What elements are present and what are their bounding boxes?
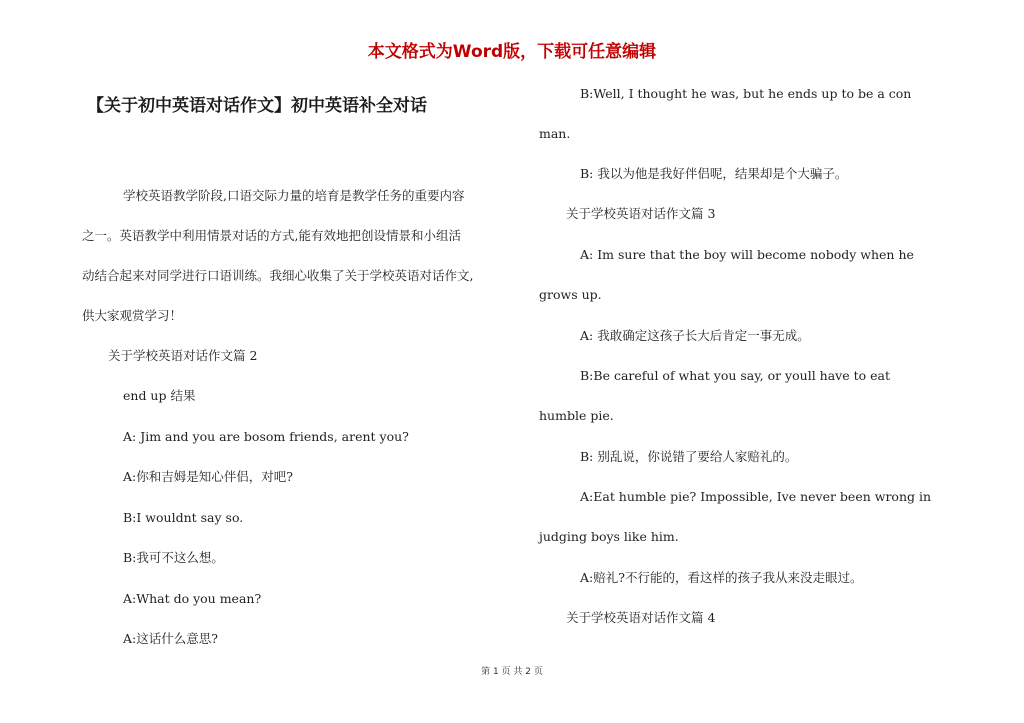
word-format-banner: 本文格式为Word版，下载可任意编辑: [367, 42, 657, 62]
dialogue-line: A:你和吉姆是知心伴侣，对吧?: [123, 469, 293, 484]
dialogue-line: grows up.: [539, 287, 602, 302]
dialogue-line: B:Be careful of what you say, or youll have to eat: [580, 368, 890, 383]
dialogue-line: humble pie.: [539, 408, 614, 423]
dialogue-line: A:赔礼?不行能的，看这样的孩子我从来没走眼过。: [580, 570, 863, 585]
dialogue-line: A: Im sure that the boy will become nobody when he: [580, 247, 914, 262]
section-heading: 关于学校英语对话作文篇 2: [108, 348, 258, 363]
dialogue-line: A:Eat humble pie? Impossible, Ive never been wrong in: [580, 489, 932, 504]
page-number: 第 1 页 共 2 页: [481, 667, 543, 677]
dialogue-line: B:Well, I thought he was, but he ends up to be a con: [580, 86, 912, 101]
section-heading: 关于学校英语对话作文篇 3: [566, 206, 716, 221]
dialogue-line: A: 我敢确定这孩子长大后肯定一事无成。: [580, 328, 810, 343]
dialogue-line: A:这话什么意思?: [123, 631, 218, 646]
dialogue-line: B:我可不这么想。: [123, 550, 224, 565]
dialogue-line: A:What do you mean?: [123, 591, 262, 606]
dialogue-line: B: 我以为他是我好伴侣呢，结果却是个大骗子。: [580, 166, 848, 181]
dialogue-line: A: Jim and you are bosom friends, arent you?: [123, 429, 409, 444]
dialogue-line: judging boys like him.: [539, 529, 679, 544]
text-line: 供大家观赏学习！: [82, 308, 183, 323]
dialogue-line: end up 结果: [123, 388, 196, 403]
text-line: 之一。英语教学中利用情景对话的方式,能有效地把创设情景和小组活: [82, 228, 461, 243]
text-line: 学校英语教学阶段,口语交际力量的培育是教学任务的重要内容: [123, 188, 465, 203]
text-line: 动结合起来对同学进行口语训练。我细心收集了关于学校英语对话作文,: [82, 268, 474, 283]
dialogue-line: man.: [539, 126, 571, 141]
document-title: 【关于初中英语对话作文】初中英语补全对话: [87, 96, 427, 116]
dialogue-line: B:I wouldnt say so.: [123, 510, 244, 525]
dialogue-line: B: 别乱说，你说错了要给人家赔礼的。: [580, 449, 798, 464]
section-heading: 关于学校英语对话作文篇 4: [566, 610, 716, 625]
